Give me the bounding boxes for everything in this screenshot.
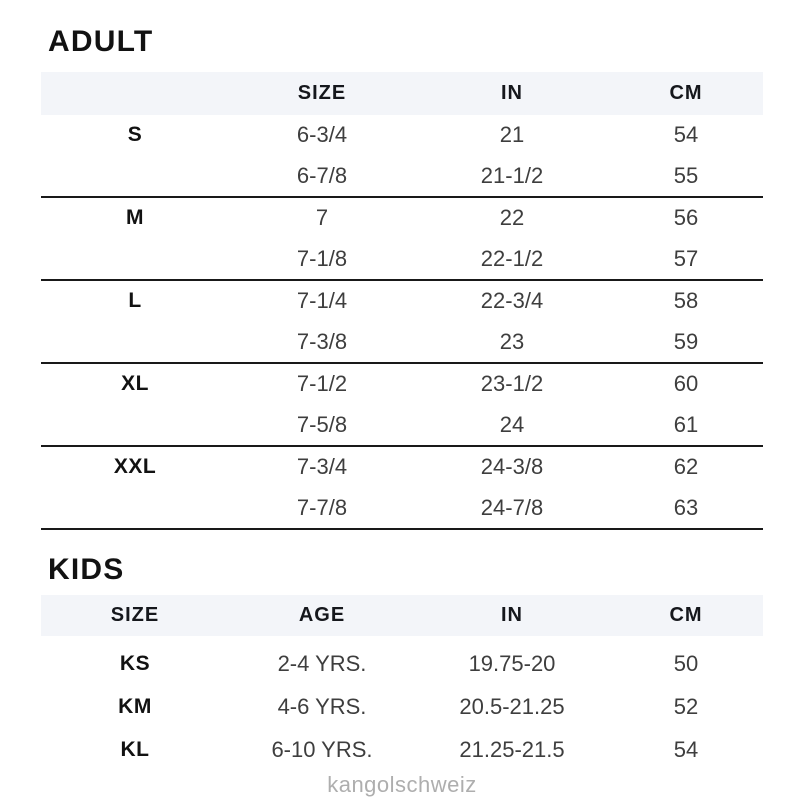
size-label: KL [120,737,150,761]
in-value-cell: 21 [499,122,525,148]
in-value-cell: 19.75-20 [468,650,556,676]
adult-size-table [41,72,763,530]
table-row [41,239,763,280]
kids-header-size: SIZE [110,604,160,626]
table-row [41,281,763,322]
cm-value-cell: 50 [673,650,699,676]
in-value-cell: 22 [499,205,525,231]
kids-table-header-row [41,595,763,636]
table-row [41,447,763,488]
cm-value-cell: 61 [673,411,699,437]
size-value-cell: 7-3/8 [296,328,348,354]
size-value-cell: 7 [315,205,329,231]
table-row [41,156,763,197]
size-label: XXL [113,455,157,479]
cm-value-cell: 60 [673,371,699,397]
age-value-cell: 4-6 YRS. [277,693,367,719]
table-row [41,488,763,529]
cm-value-cell: 57 [673,245,699,271]
size-label: KM [118,694,152,718]
watermark: kangolschweiz [327,772,477,797]
kids-section-title: KIDS [48,553,125,586]
size-group-xxl [41,447,763,530]
cm-value-cell: 58 [673,288,699,314]
table-row [41,642,763,685]
size-label: S [127,123,143,147]
adult-header-in: IN [501,82,523,104]
in-value-cell: 24-3/8 [480,454,544,480]
in-value-cell: 24 [499,411,525,437]
table-row [41,728,763,771]
size-group-l [41,281,763,364]
size-value-cell: 7-1/8 [296,245,348,271]
kids-header-age: AGE [298,604,346,626]
size-value-cell: 7-3/4 [296,454,348,480]
size-group-s [41,115,763,198]
in-value-cell: 20.5-21.25 [459,693,565,719]
cm-value-cell: 54 [673,736,699,762]
in-value-cell: 23-1/2 [480,371,544,397]
size-value-cell: 6-7/8 [296,162,348,188]
size-label: L [128,289,142,313]
table-row [41,115,763,156]
table-row [41,198,763,239]
table-row [41,322,763,363]
table-row [41,364,763,405]
size-group-xl [41,364,763,447]
table-row [41,685,763,728]
in-value-cell: 23 [499,328,525,354]
age-value-cell: 6-10 YRS. [271,736,373,762]
adult-header-size: SIZE [297,82,347,104]
table-row [41,405,763,446]
kids-header-cm: CM [669,604,703,626]
adult-header-cm: CM [669,82,703,104]
cm-value-cell: 56 [673,205,699,231]
adult-table-header-row [41,72,763,115]
size-label: XL [121,372,149,396]
cm-value-cell: 63 [673,494,699,520]
cm-value-cell: 52 [673,693,699,719]
cm-value-cell: 62 [673,454,699,480]
size-value-cell: 7-5/8 [296,411,348,437]
size-label: KS [119,651,151,675]
kids-size-table [41,595,763,771]
size-group-m [41,198,763,281]
in-value-cell: 24-7/8 [480,494,544,520]
kids-table-body [41,636,763,771]
in-value-cell: 21-1/2 [480,162,544,188]
cm-value-cell: 54 [673,122,699,148]
size-value-cell: 7-7/8 [296,494,348,520]
size-value-cell: 6-3/4 [296,122,348,148]
cm-value-cell: 55 [673,162,699,188]
in-value-cell: 22-3/4 [480,288,544,314]
in-value-cell: 21.25-21.5 [459,736,565,762]
kids-header-in: IN [501,604,523,626]
cm-value-cell: 59 [673,328,699,354]
size-label: M [126,206,144,230]
adult-section-title: ADULT [48,25,154,58]
age-value-cell: 2-4 YRS. [277,650,367,676]
size-value-cell: 7-1/4 [296,288,348,314]
size-value-cell: 7-1/2 [296,371,348,397]
in-value-cell: 22-1/2 [480,245,544,271]
